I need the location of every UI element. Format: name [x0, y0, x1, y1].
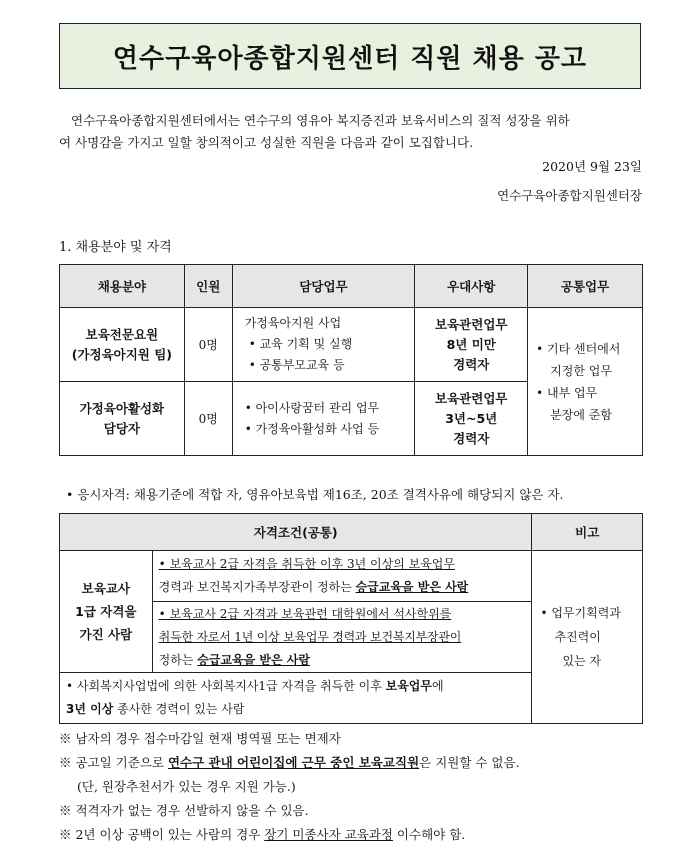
qualification-label: [60, 551, 153, 673]
duty-item: • 아이사랑꿈터 관리 업무: [244, 400, 380, 415]
note-line: (단, 원장추천서가 있는 경우 지원 가능.): [77, 779, 296, 794]
field-team: (가정육아지원 팀): [71, 346, 173, 362]
note-emphasis: 연수구 관내 어린이집에 근무 중인 보육교직원: [167, 755, 420, 770]
common-line: • 내부 업무: [536, 385, 598, 400]
section-heading: 1. 채용분야 및 자격: [59, 240, 172, 255]
preference-cell: [415, 308, 528, 382]
condition-cell: [152, 551, 532, 602]
note-emphasis: 장기 미종사자 교육과정: [264, 827, 393, 842]
organization-head: 연수구육아종합지원센터장: [497, 188, 642, 203]
remark-line: 추진력이: [554, 630, 601, 644]
header-common: 공통업무: [528, 265, 643, 308]
header-field: 채용분야: [60, 265, 185, 308]
condition-text: 종사한 경력이 있는 사람: [113, 702, 245, 716]
qualification-table: [59, 513, 643, 724]
condition-emphasis: 승급교육을 받은 사람: [355, 580, 469, 594]
common-line: • 기타 센터에서: [536, 341, 621, 356]
note-text: 은 지원할 수 없음.: [419, 755, 520, 770]
note-text: ※ 공고일 기준으로: [59, 755, 168, 770]
table-header-row: [60, 514, 643, 551]
remark-line: 있는 자: [562, 654, 602, 668]
condition-line: • 보육교사 2급 자격을 취득한 이후 3년 이상의 보육업무: [158, 557, 455, 571]
header-preference: 우대사항: [415, 265, 528, 308]
label-line: 가진 사람: [79, 627, 133, 642]
preference-line: 경력자: [453, 356, 490, 372]
common-line: 지정한 업무: [550, 363, 612, 378]
table-header-row: [60, 265, 643, 308]
note-line: ※ 남자의 경우 접수마감일 현재 병역필 또는 면제자: [59, 731, 341, 746]
note-line: [59, 823, 520, 847]
page-title: 연수구육아종합지원센터 직원 채용 공고: [59, 23, 641, 89]
intro-line-1: 연수구육아종합지원센터에서는 연수구의 영유아 복지증진과 보육서비스의 질적 성장을 위하: [71, 113, 570, 128]
condition-cell: [152, 602, 532, 673]
notes: [59, 727, 520, 847]
remark-cell: [532, 551, 643, 724]
preference-line: 경력자: [453, 430, 490, 446]
note-text: ※ 2년 이상 공백이 있는 사람의 경우: [59, 827, 265, 842]
intro-paragraph: [59, 110, 643, 154]
duty-item: • 가정육아활성화 사업 등: [244, 421, 380, 436]
field-role: 담당자: [103, 420, 140, 436]
recruitment-table: [59, 264, 643, 456]
note-line: ※ 적격자가 없는 경우 선발하지 않을 수 있음.: [59, 803, 309, 818]
condition-text: 에: [432, 679, 444, 693]
condition-text: • 사회복지사업법에 의한 사회복지사1급 자격을 취득한 이후: [66, 679, 386, 693]
table-row: [60, 308, 643, 382]
condition-line: • 보육교사 2급 자격과 보육관련 대학원에서 석사학위를: [158, 606, 452, 621]
condition-line: [66, 698, 525, 721]
preference-line: 3년~5년: [445, 410, 498, 426]
condition-emphasis: 보육업무: [385, 679, 432, 693]
field-name: 가정육아활성화: [79, 400, 165, 416]
condition-cell: [60, 673, 532, 724]
note-text: 이수해야 함.: [392, 827, 466, 842]
condition-line: [66, 675, 525, 698]
condition-emphasis: 승급교육을 받은 사람: [197, 652, 310, 667]
common-line: 분장에 준함: [550, 407, 612, 422]
header-conditions: 자격조건(공통): [60, 514, 532, 551]
duty-item: 가정육아지원 사업: [244, 316, 342, 330]
note-line: [59, 751, 520, 775]
condition-line: [159, 649, 526, 672]
header-count: 인원: [184, 265, 232, 308]
condition-text: 경력과 보건복지가족부장관이 정하는: [158, 580, 356, 594]
preference-cell: [415, 382, 528, 456]
condition-line: 취득한 자로서 1년 이상 보육업무 경력과 보건복지부장관이: [158, 629, 462, 644]
announcement-date: 2020년 9월 23일: [542, 159, 642, 174]
field-name: 보육전문요원: [85, 326, 159, 342]
label-line: 1급 자격을: [75, 604, 137, 619]
header-duty: 담당업무: [232, 265, 415, 308]
common-duty-cell: [528, 308, 643, 456]
remark-line: • 업무기획력과: [540, 606, 621, 620]
duty-item: • 공통부모교육 등: [248, 358, 345, 372]
qualification-text: • 응시자격: 채용기준에 적합 자, 영유아보육법 제16조, 20조 결격사유에 해당되지 않은 자.: [66, 487, 564, 502]
condition-emphasis: 3년 이상: [66, 702, 114, 716]
label-line: 보육교사: [81, 581, 130, 596]
condition-text: 정하는: [158, 652, 198, 667]
preference-line: 보육관련업무: [435, 316, 508, 332]
count-cell: 0명: [184, 382, 232, 456]
header-remark: 비고: [532, 514, 643, 551]
intro-line-2: 여 사명감을 가지고 일할 창의적이고 성실한 직원을 다음과 같이 모집합니다.: [59, 135, 474, 150]
field-cell: [60, 308, 185, 382]
condition-line: [159, 576, 526, 599]
table-row: [60, 551, 643, 602]
count-cell: 0명: [184, 308, 232, 382]
field-cell: [60, 382, 185, 456]
preference-line: 보육관련업무: [435, 390, 508, 406]
preference-line: 8년 미만: [446, 336, 496, 352]
duty-item: • 교육 기획 및 실행: [248, 337, 353, 351]
duty-cell: [232, 308, 415, 382]
duty-cell: [232, 382, 415, 456]
